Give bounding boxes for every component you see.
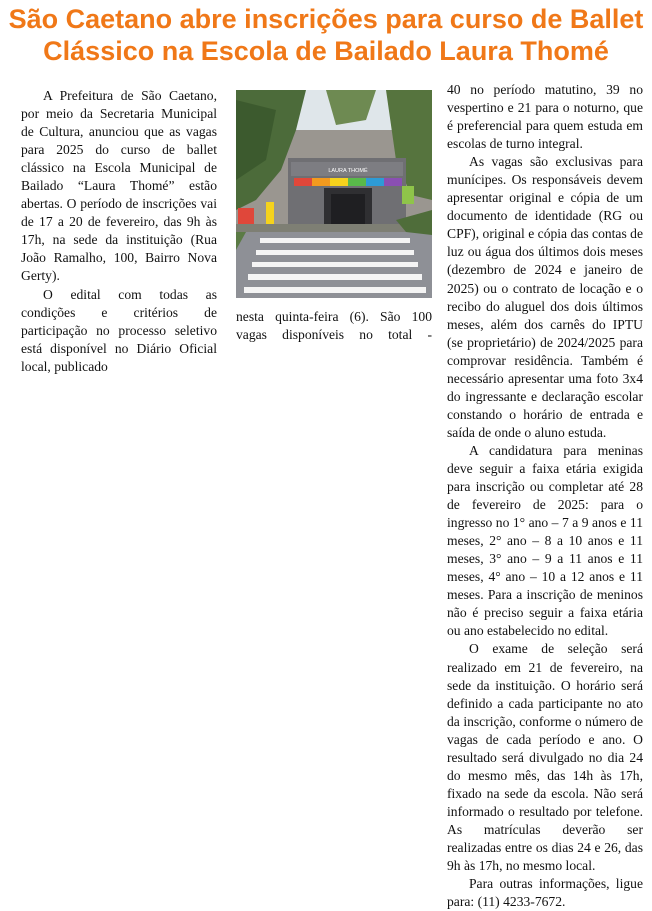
facade-color-stripe [384,178,402,186]
paragraph: nesta quinta-feira (6). São 100 vagas disponíveis no total - [236,309,432,343]
facade-color-stripe [312,178,330,186]
article-column-1 [21,87,217,376]
facade-color-stripe [294,178,312,186]
paragraph: A candidatura para meninas deve seguir a faixa etária exigida para inscrição ou completar até 28 de fevereiro de 2025: para o ingresso no 1° ano – 7 a 9 anos e 11 meses, 2° ano – 8 a 10 anos e 11 meses, 3° ano – 9 a 11 anos e 11 meses, 4° ano – 10 a 12 anos e 11 meses. Para a inscrição de meninos não é preciso seguir a faixa etária ou ano estabelecido no edital. [447,442,643,639]
paragraph: As vagas são exclusivas para munícipes. Os responsáveis devem apresentar original e cópia de um documento de identidade (RG ou CPF), original e cópia das contas de luz ou água dos últimos dois meses (dezembro de 2024 e janeiro de 2025) ou o contrato de locação e o recibo do aluguel dos dois últimos meses, além dos carnês do IPTU (se proprietário) de 2024/2025 para comprovar residência. Também é necessário apresentar uma foto 3x4 do ingressante e declaração escolar constando o horário de entrada e saída de onde o aluno estuda. [447,154,643,440]
building-sign: LAURA THOMÉ [328,168,368,174]
facade-color-stripe [330,178,348,186]
paragraph: 40 no período matutino, 39 no vespertino e 21 para o noturno, que é preferencial para quem estuda em escolas de turno integral. [447,82,643,152]
paragraph: A Prefeitura de São Caetano, por meio da Secretaria Municipal de Cultura, anunciou que as vagas para 2025 do curso de ballet clássico na Escola Municipal de Bailado “Laura Thomé” estão abertas. O período de inscrições vai de 17 a 20 de fevereiro, das 9h às 17h, na sede da instituição (Rua João Ramalho, 100, Bairro Nova Gerty). [21,88,217,284]
headline-line-2: Clássico na Escola de Bailado Laura Thomé [43,36,609,66]
headline [0,3,652,67]
article-column-2 [236,308,432,344]
paragraph: O edital com todas as condições e critérios de participação no processo seletivo está disponível no Diário Oficial local, publicado [21,286,217,374]
school-building-photo [236,90,432,298]
paragraph: Para outras informações, ligue para: (11) 4233-7672. [447,876,643,910]
headline-line-1: São Caetano abre inscrições para curso de Ballet [8,4,644,34]
paragraph: O exame de seleção será realizado em 21 de fevereiro, na sede da instituição. O horário será definido a cada participante no ato da inscrição, conforme o número de vagas de cada período e ano. O resultado será divulgado no dia 24 do mesmo mês, das 14h às 17h, fixado na sede da escola. Não será informado o resultado por telefone. As matrículas deverão ser realizadas entre os dias 24 e 26, das 9h às 17h, no mesmo local. [447,641,643,874]
facade-color-stripe [348,178,366,186]
article-column-3 [447,81,643,911]
facade-color-stripe [366,178,384,186]
